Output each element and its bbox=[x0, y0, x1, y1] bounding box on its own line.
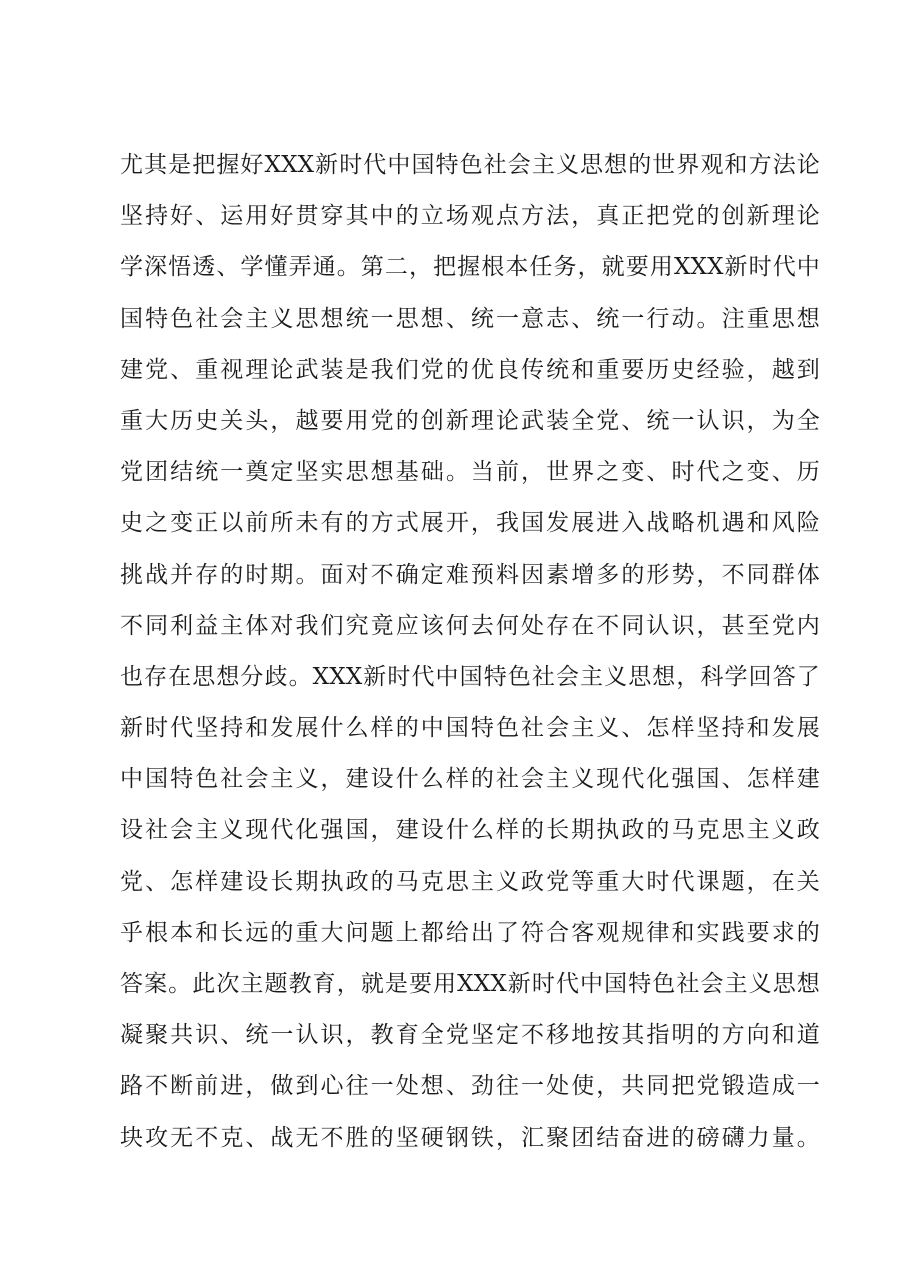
paragraph-line: 史之变正以前所未有的方式展开，我国发展进入战略机遇和风险 bbox=[120, 510, 820, 537]
paragraph-line: 挑战并存的时期。面对不确定难预料因素增多的形势，不同群体 bbox=[120, 561, 820, 588]
paragraph-line: 坚持好、运用好贯穿其中的立场观点方法，真正把党的创新理论 bbox=[120, 203, 820, 230]
paragraph-line: 党团结统一奠定坚实思想基础。当前，世界之变、时代之变、历 bbox=[120, 459, 820, 486]
paragraph-line: 凝聚共识、统一认识，教育全党坚定不移地按其指明的方向和道 bbox=[120, 1022, 820, 1049]
paragraph-line: 国特色社会主义思想统一思想、统一意志、统一行动。注重思想 bbox=[120, 305, 820, 332]
body-paragraph bbox=[120, 140, 820, 1164]
paragraph-line: 也存在思想分歧。XXX新时代中国特色社会主义思想，科学回答了 bbox=[120, 663, 820, 690]
paragraph-line: 路不断前进，做到心往一处想、劲往一处使，共同把党锻造成一 bbox=[120, 1073, 820, 1100]
paragraph-line: 尤其是把握好XXX新时代中国特色社会主义思想的世界观和方法论 bbox=[120, 152, 820, 178]
paragraph-line: 中国特色社会主义，建设什么样的社会主义现代化强国、怎样建 bbox=[120, 766, 820, 793]
paragraph-line: 块攻无不克、战无不胜的坚硬钢铁，汇聚团结奋进的磅礴力量。 bbox=[120, 1124, 820, 1151]
paragraph-line: 新时代坚持和发展什么样的中国特色社会主义、怎样坚持和发展 bbox=[120, 715, 820, 742]
paragraph-line: 建党、重视理论武装是我们党的优良传统和重要历史经验，越到 bbox=[120, 356, 820, 383]
paragraph-line: 答案。此次主题教育，就是要用XXX新时代中国特色社会主义思想 bbox=[120, 971, 820, 997]
paragraph-line: 不同利益主体对我们究竟应该何去何处存在不同认识，甚至党内 bbox=[120, 612, 820, 639]
paragraph-line: 重大历史关头，越要用党的创新理论武装全党、统一认识，为全 bbox=[120, 407, 820, 434]
paragraph-line: 设社会主义现代化强国，建设什么样的长期执政的马克思主义政 bbox=[120, 817, 820, 844]
paragraph-line: 党、怎样建设长期执政的马克思主义政党等重大时代课题，在关 bbox=[120, 868, 820, 895]
paragraph-line: 乎根本和长远的重大问题上都给出了符合客观规律和实践要求的 bbox=[120, 919, 820, 946]
paragraph-line: 学深悟透、学懂弄通。第二，把握根本任务，就要用XXX新时代中 bbox=[120, 254, 820, 281]
